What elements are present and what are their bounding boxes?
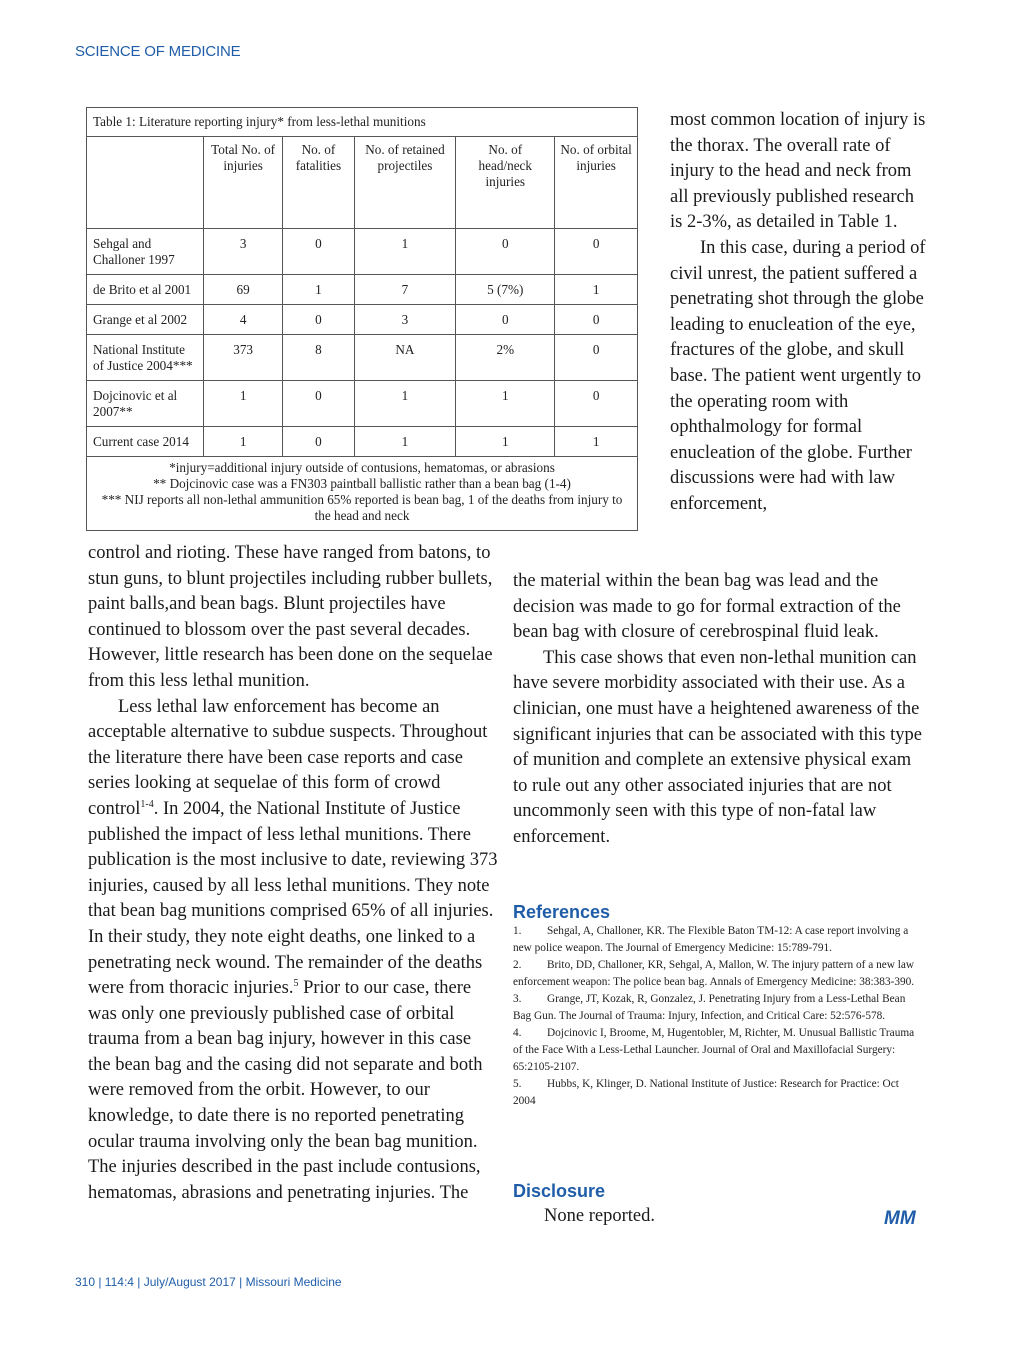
body-paragraph [88,695,498,1207]
reference-number: 2. [513,959,522,971]
cell-total: 69 [204,275,283,305]
cell-fatalities: 1 [283,275,354,305]
reference-item [513,957,918,991]
text-run: Prior to our case, there was only one previously published case of orbital trauma from a bean bag injury, however in this case the bean bag and the casing did not separate and both were removed from the orbit. However, to our knowledge, to date there is no reported penetrating ocular trauma involving only the bean bag munition. The injuries described in the past include contusions, hematomas, abrasions and penetrating injuries. The [88,978,483,1203]
cell-study: National Institute of Justice 2004*** [87,335,204,381]
column-header-study [87,137,204,229]
table-row [87,381,638,427]
reference-item [513,1076,918,1110]
right-column-top [670,108,928,518]
cell-retained: 3 [354,305,456,335]
literature-table-container [86,107,638,531]
disclosure-heading: Disclosure [513,1181,606,1201]
references-heading: References [513,902,611,922]
cell-retained: NA [354,335,456,381]
cell-head-neck: 0 [456,229,555,275]
table-row [87,427,638,457]
cell-retained: 1 [354,381,456,427]
column-header-total: Total No. of injuries [204,137,283,229]
reference-number: 3. [513,993,522,1005]
reference-text: Brito, DD, Challoner, KR, Sehgal, A, Mallon, W. The injury pattern of a new law enforcement weapon: The police bean bag. Annals of Emergency Medicine: 38:383-390. [513,959,915,988]
cell-head-neck: 5 (7%) [456,275,555,305]
table-footnote: ** Dojcinovic case was a FN303 paintball ballistic rather than a bean bag (1-4) [153,476,571,491]
cell-fatalities: 0 [283,305,354,335]
table-caption: Table 1: Literature reporting injury* from less-lethal munitions [87,108,638,137]
citation-superscript: 5 [293,977,299,989]
cell-retained: 1 [354,229,456,275]
cell-head-neck: 1 [456,381,555,427]
body-paragraph: the material within the bean bag was lead and the decision was made to go for formal extraction of the bean bag with closure of cerebrospinal fluid leak. [513,571,901,643]
cell-head-neck: 2% [456,335,555,381]
cell-fatalities: 0 [283,427,354,457]
cell-head-neck: 1 [456,427,555,457]
cell-retained: 7 [354,275,456,305]
table-footnote: *injury=additional injury outside of contusions, hematomas, or abrasions [169,460,555,475]
disclosure-text: None reported. [544,1206,655,1226]
body-paragraph: In this case, during a period of civil unrest, the patient suffered a penetrating shot through the globe leading to enucleation of the eye, fractures of the globe, and skull base. The patient went urgently to the operating room with ophthalmology for formal enucleation of the globe. Further discussions were had with law enforcement, [670,237,926,514]
body-paragraph: This case shows that even non-lethal munition can have severe morbidity associated with their use. As a clinician, one must have a heightened awareness of the significant injuries that can be associated with this type of munition and complete an extensive physical exam to rule out any other associated injuries that are not uncommonly seen with this type of non-fatal law enforcement. [513,647,922,847]
column-header-retained: No. of retained projectiles [354,137,456,229]
text-run: . In 2004, the National Institute of Justice published the impact of less lethal munitions. There publication is the most inclusive to date, reviewing 373 injuries, caused by all less lethal munitions. They note that bean bag munitions comprised 65% of all injuries. In their study, they note eight deaths, one linked to a penetrating neck wound. The remainder of the deaths were from thoracic injuries. [88,798,498,999]
table-row [87,305,638,335]
cell-total: 3 [204,229,283,275]
column-header-orbital: No. of orbital injuries [555,137,638,229]
reference-list [513,923,918,1110]
table-header-row [87,137,638,229]
cell-orbital: 0 [555,305,638,335]
cell-total: 373 [204,335,283,381]
cell-total: 1 [204,381,283,427]
right-column-bottom [513,569,925,851]
cell-head-neck: 0 [456,305,555,335]
reference-text: Sehgal, A, Challoner, KR. The Flexible Baton TM-12: A case report involving a new police weapon. The Journal of Emergency Medicine: 15:789-791. [513,925,909,954]
table-row [87,335,638,381]
cell-fatalities: 0 [283,381,354,427]
reference-number: 5. [513,1078,522,1090]
references-section [513,902,918,1110]
cell-study: Sehgal and Challoner 1997 [87,229,204,275]
disclosure-section [513,1181,918,1227]
literature-table [86,107,638,531]
left-column [88,541,498,1206]
column-header-head-neck: No. of head/neck injuries [456,137,555,229]
cell-total: 1 [204,427,283,457]
body-paragraph: control and rioting. These have ranged from batons, to stun guns, to blunt projectiles including rubber bullets, paint balls,and bean bags. Blunt projectiles have continued to blossom over the past several decades. However, little research has been done on the sequelae from this less lethal munition. [88,543,493,691]
body-paragraph: most common location of injury is the thorax. The overall rate of injury to the head and neck from all previously published research is 2-3%, as detailed in Table 1. [670,110,926,233]
cell-study: Grange et al 2002 [87,305,204,335]
reference-text: Hubbs, K, Klinger, D. National Institute of Justice: Research for Practice: Oct 2004 [513,1078,899,1107]
citation-superscript: 1-4 [140,798,154,810]
text-run: Less lethal law enforcement has become an acceptable alternative to subdue suspects. Throughout the literature there have been case reports and case series looking at sequelae of this form of crowd control [88,696,488,819]
cell-orbital: 1 [555,427,638,457]
cell-orbital: 0 [555,381,638,427]
table-row [87,275,638,305]
reference-number: 1. [513,925,522,937]
cell-study: Dojcinovic et al 2007** [87,381,204,427]
section-header: SCIENCE OF MEDICINE [75,43,241,60]
table-footnote: *** NIJ reports all non-lethal ammunition 65% reported is bean bag, 1 of the deaths from injury to the head and neck [101,492,623,523]
table-footnotes [87,457,638,531]
reference-text: Dojcinovic I, Broome, M, Hugentobler, M, Richter, M. Unusual Ballistic Trauma of the Face With a Less-Lethal Launcher. Journal of Oral and Maxillofacial Surgery: 65:2105-2107. [513,1027,915,1073]
cell-orbital: 0 [555,229,638,275]
reference-item [513,1025,918,1076]
cell-study: Current case 2014 [87,427,204,457]
reference-text: Grange, JT, Kozak, R, Gonzalez, J. Penetrating Injury from a Less-Lethal Bean Bag Gun. The Journal of Trauma: Injury, Infection, and Critical Care: 52:576-578. [513,993,906,1022]
cell-fatalities: 0 [283,229,354,275]
table-row [87,229,638,275]
reference-number: 4. [513,1027,522,1039]
cell-study: de Brito et al 2001 [87,275,204,305]
cell-total: 4 [204,305,283,335]
cell-fatalities: 8 [283,335,354,381]
column-header-fatalities: No. of fatalities [283,137,354,229]
page-footer: 310 | 114:4 | July/August 2017 | Missouri Medicine [75,1275,342,1289]
cell-orbital: 1 [555,275,638,305]
cell-retained: 1 [354,427,456,457]
missouri-medicine-logo: MM [884,1208,916,1229]
reference-item [513,923,918,957]
cell-orbital: 0 [555,335,638,381]
reference-item [513,991,918,1025]
